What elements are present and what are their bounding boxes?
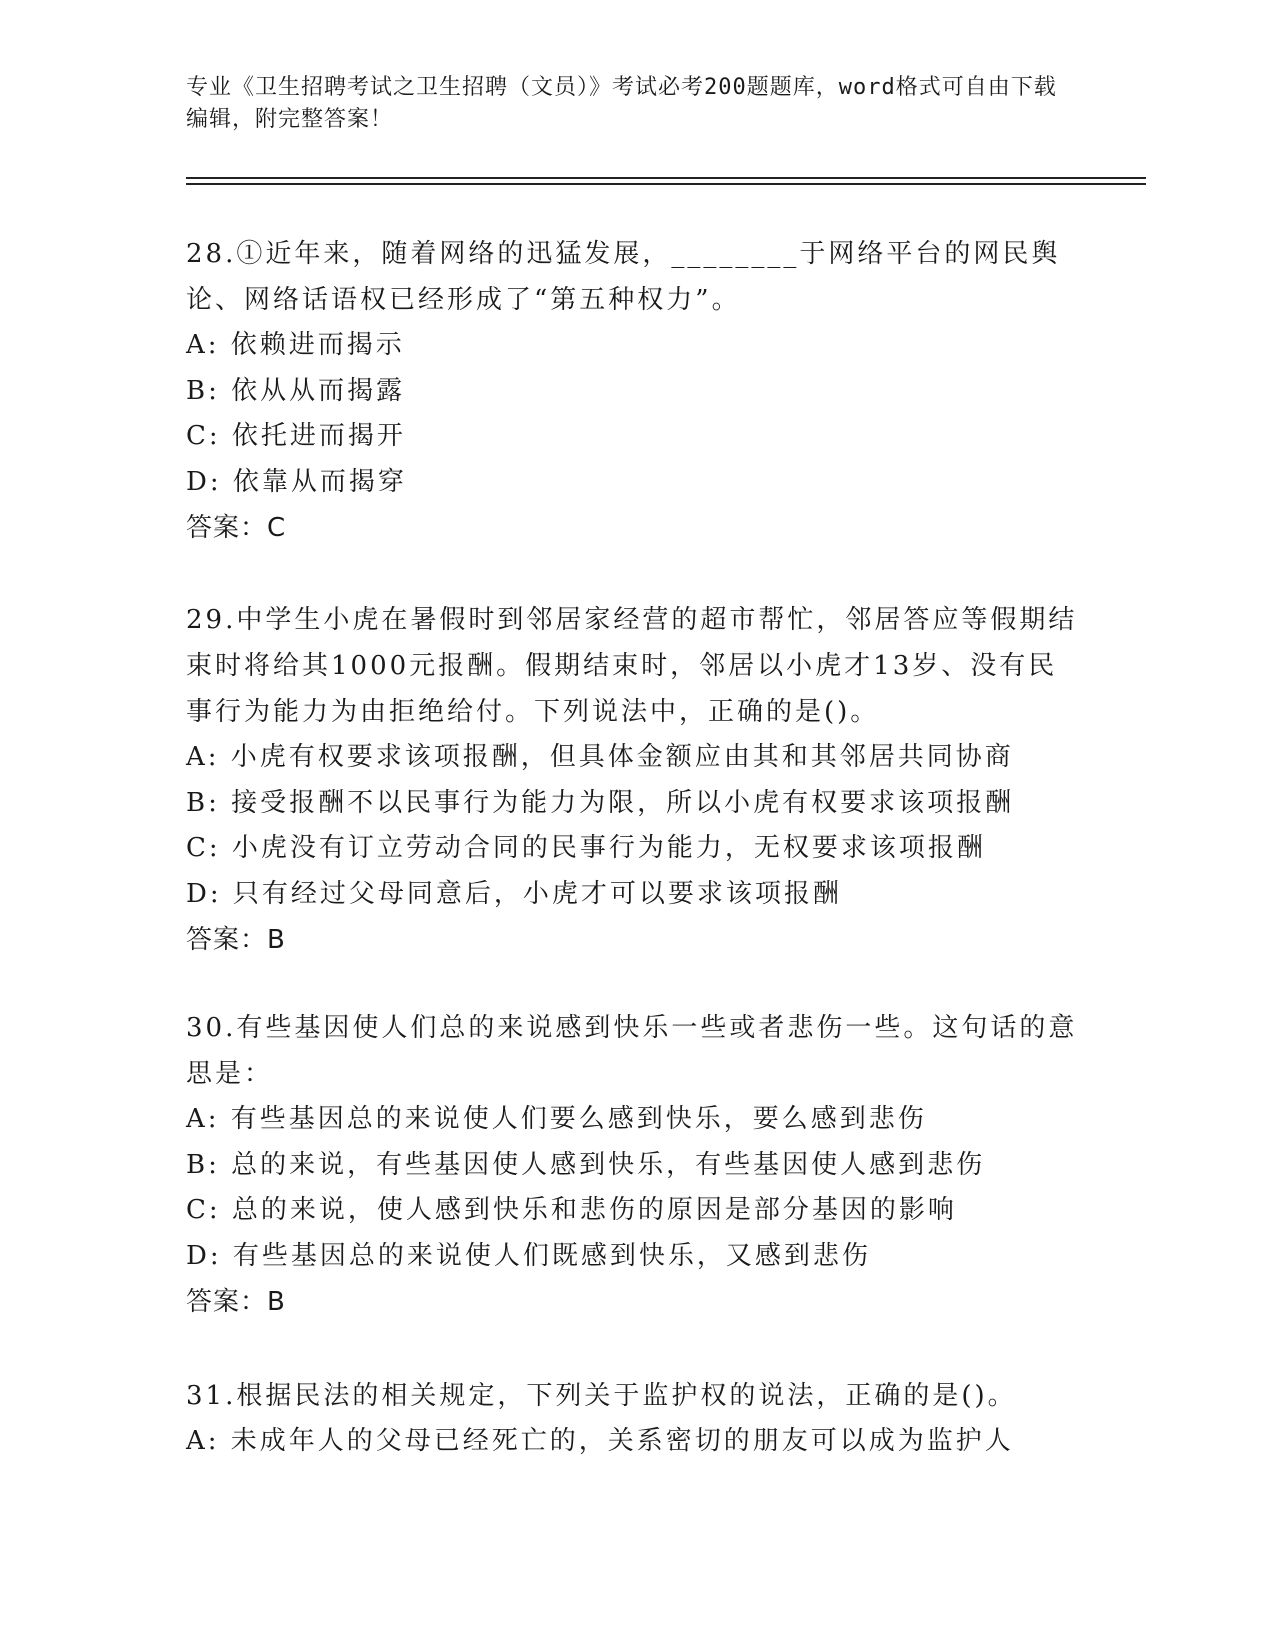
answer: 答案：B (186, 1287, 286, 1317)
option-a: A: 小虎有权要求该项报酬，但具体金额应由其和其邻居共同协商 (186, 742, 1014, 772)
question-29 (186, 597, 1086, 963)
question-28 (186, 231, 1086, 551)
question-31 (186, 1373, 1086, 1465)
option-d: D: 依靠从而揭穿 (186, 466, 407, 497)
document-header: 专业《卫生招聘考试之卫生招聘（文员）》考试必考200题题库，word格式可自由下载编辑，附完整答案！ (186, 75, 1057, 132)
answer: 答案：B (186, 925, 286, 955)
option-a: A: 依赖进而揭示 (186, 330, 405, 360)
option-b: B: 依从从而揭露 (186, 375, 406, 406)
option-d: D: 有些基因总的来说使人们既感到快乐，又感到悲伤 (186, 1240, 871, 1271)
option-c: C: 依托进而揭开 (186, 421, 406, 451)
question-stem: 28.①近年来，随着网络的迅猛发展，________于网络平台的网民舆论、网络话语权已经形成了“第五种权力”。 (186, 239, 1061, 315)
question-stem: 30.有些基因使人们总的来说感到快乐一些或者悲伤一些。这句话的意思是： (186, 1013, 1078, 1089)
option-a: A: 有些基因总的来说使人们要么感到快乐，要么感到悲伤 (186, 1104, 927, 1134)
question-30 (186, 1005, 1086, 1325)
header-divider-bottom (186, 183, 1146, 185)
option-b: B: 总的来说，有些基因使人感到快乐，有些基因使人感到悲伤 (186, 1149, 986, 1180)
question-stem: 29.中学生小虎在暑假时到邻居家经营的超市帮忙，邻居答应等假期结束时将给其1000元报酬。假期结束时，邻居以小虎才13岁、没有民事行为能力为由拒绝给付。下列说法中，正确的是()。 (186, 605, 1078, 727)
option-d: D: 只有经过父母同意后，小虎才可以要求该项报酬 (186, 878, 842, 909)
option-a: A: 未成年人的父母已经死亡的，关系密切的朋友可以成为监护人 (186, 1426, 1014, 1456)
answer: 答案：C (186, 513, 287, 543)
option-b: B: 接受报酬不以民事行为能力为限，所以小虎有权要求该项报酬 (186, 787, 1015, 818)
option-c: C: 小虎没有订立劳动合同的民事行为能力，无权要求该项报酬 (186, 833, 986, 863)
header-divider-top (186, 177, 1146, 179)
question-stem: 31.根据民法的相关规定，下列关于监护权的说法，正确的是()。 (186, 1381, 1017, 1411)
option-c: C: 总的来说，使人感到快乐和悲伤的原因是部分基因的影响 (186, 1195, 957, 1225)
